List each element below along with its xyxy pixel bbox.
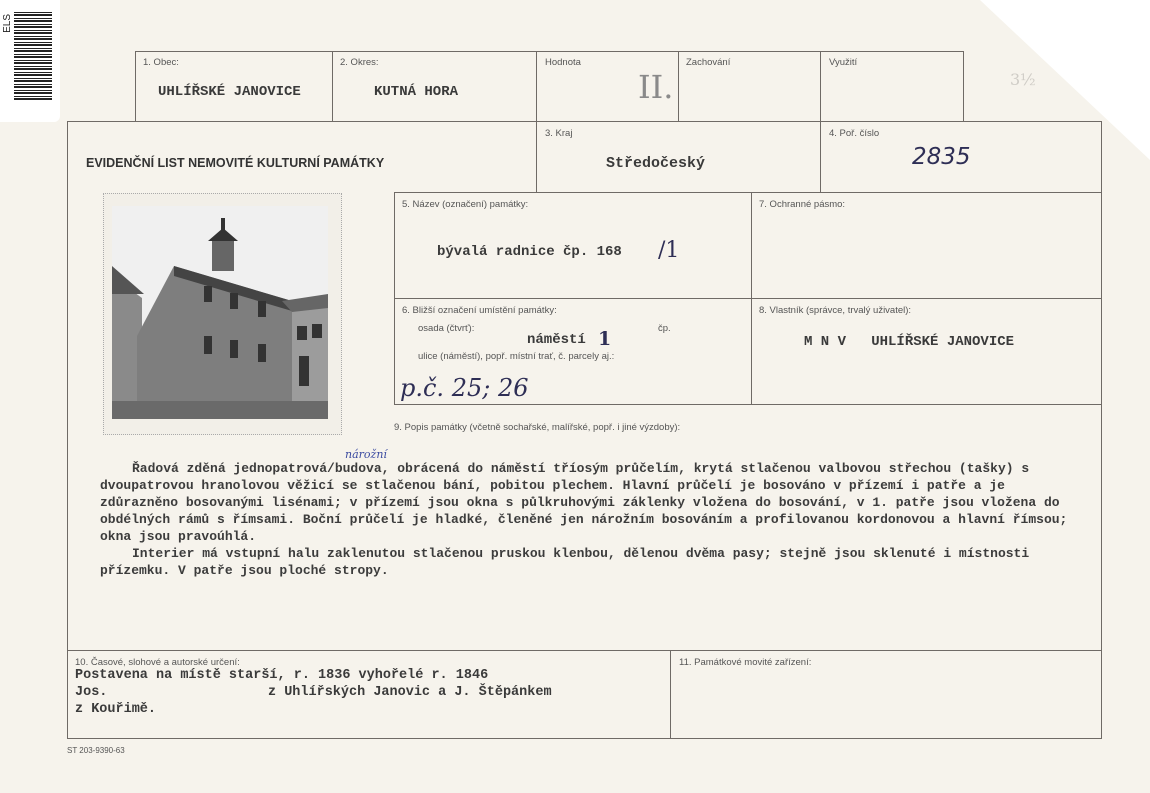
- por-cislo-value: 2835: [912, 144, 971, 170]
- ulice-label: ulice (náměstí), popř. místní trať, č. parcely aj.:: [418, 351, 615, 362]
- ochranne-label: 7. Ochranné pásmo:: [759, 199, 846, 210]
- movite-label: 11. Památkové movité zařízení:: [679, 657, 812, 668]
- description-paragraph-2: Interier má vstupní halu zaklenutou stlačenou pruskou klenbou, dělenou dvěma pasy; stejně jsou sklenuté i místnosti přízemku. V patře jsou ploché stropy.: [100, 546, 1030, 578]
- vyuziti-label: Využití: [829, 57, 858, 68]
- popis-insert: nárožní: [345, 448, 387, 461]
- por-cislo-label: 4. Poř. číslo: [829, 128, 880, 139]
- umisteni-hand-parcel: p.č. 25; 26: [400, 374, 529, 402]
- barcode-label: [0, 0, 60, 122]
- obec-value: UHLÍŘSKÉ JANOVICE: [158, 84, 301, 100]
- nazev-hand: /1: [658, 238, 680, 263]
- popis-label: 9. Popis památky (včetně sochařské, malířské, popř. i jiné výzdoby):: [394, 422, 681, 433]
- umisteni-label: 6. Bližší označení umístění památky:: [402, 305, 557, 316]
- nazev-value: bývalá radnice čp. 168: [437, 244, 622, 260]
- casove-label: 10. Časové, slohové a autorské určení:: [75, 657, 240, 668]
- nazev-label: 5. Název (označení) památky:: [402, 199, 529, 210]
- casove-line1: Postavena na místě starší, r. 1836 vyhořelé r. 1846: [75, 668, 489, 683]
- kraj-label: 3. Kraj: [545, 128, 573, 139]
- footer-code: ST 203-9390-63: [67, 746, 125, 755]
- photo-frame: [103, 193, 342, 435]
- osada-label: osada (čtvrť):: [418, 323, 475, 334]
- casove-line2b: z Uhlířských Janovic a J. Štěpánkem: [268, 685, 552, 700]
- zachovani-label: Zachování: [686, 57, 731, 68]
- umisteni-hand-num: 1: [598, 328, 612, 350]
- building-photo: [112, 206, 328, 419]
- obec-label: 1. Obec:: [143, 57, 179, 68]
- casove-line3: z Kouřimě.: [75, 702, 157, 717]
- okres-value: KUTNÁ HORA: [374, 84, 459, 100]
- description-paragraph-1: Řadová zděná jednopatrová/budova, obrácená do náměstí tříosým průčelím, krytá stlačenou valbovou střechou (tašky) s dvoupatrovou hranolovou věžicí se stlačenou bání, pobitou plechem. Hlavní průčelí je bosováno v přízemí i patře a je zdůrazněno bosovanými lisénami; v přízemí jsou okna s půlkruhovými záklenky vložena do bosování, v 1. patře jsou vložena do obdélných rámů s římsami. Boční průčelí je hladké, členěné jen nárožním bosováním a profilovanou kordonovou a hlavní římsou; okna jsou pravoúhlá.: [100, 461, 1068, 544]
- vlastnik-label: 8. Vlastník (správce, trvalý uživatel):: [759, 305, 912, 316]
- folded-corner: [980, 0, 1150, 160]
- vlastnik-value: M N V UHLÍŘSKÉ JANOVICE: [804, 334, 1015, 350]
- okres-label: 2. Okres:: [340, 57, 379, 68]
- casove-line2a: Jos.: [75, 685, 108, 700]
- barcode-code: ELS: [2, 14, 13, 33]
- barcode-icon: [14, 10, 52, 100]
- hodnota-label: Hodnota: [545, 57, 581, 68]
- umisteni-value: náměstí: [527, 332, 586, 348]
- margin-note: 3½: [1010, 70, 1036, 89]
- kraj-value: Středočeský: [606, 155, 706, 172]
- form-heading: EVIDENČNÍ LIST NEMOVITÉ KULTURNÍ PAMÁTKY: [86, 156, 385, 170]
- cp-label: čp.: [658, 323, 671, 334]
- description-text: [100, 460, 1090, 579]
- hodnota-value: II.: [638, 68, 674, 106]
